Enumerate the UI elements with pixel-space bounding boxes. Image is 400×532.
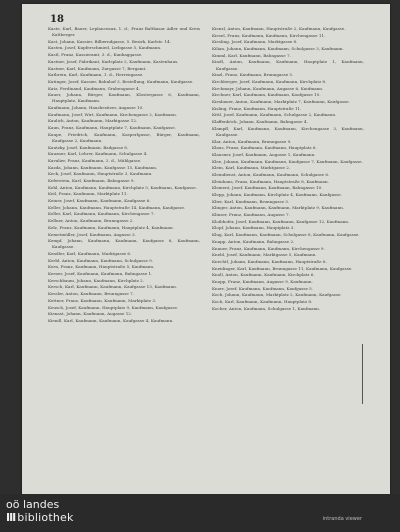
directory-entry: Kiesel, Franz, Kaufmann, Kaufmann, Kirchengasse 11. (212, 32, 326, 38)
directory-entry: Kleindienst, Anton, Kaufmann, Kaufmann, Schulgasse 6. (212, 171, 330, 177)
directory-entry: Klampfl, Karl, Kaufmann, Kaufmann, Kirchengasse 3, Kaufmann, Kaufgasse. (212, 125, 364, 137)
directory-entry: Kaste, Karl, Bauer, Leplanceaux, 1. d., Franz Balthasar Adler und Kreis Kaltberger. (48, 26, 200, 38)
left-text-column (48, 26, 200, 325)
directory-entry: Kasten, Josef, Kupferschmied, Liebgasse 5, Kaufmann. (48, 45, 162, 51)
directory-entry: Kerner, Josef, Kaufmann, Kaufmann, Bahngasse 1. (48, 271, 153, 277)
directory-entry: Kempf, Johann, Kaufmann, Kaufmann, Kaufgasse 8, Kaufmann, Kaufgasse. (48, 238, 200, 250)
directory-entry: Klug, Karl, Kaufmann, Kaufmann, Schulgasse 8, Kaufmann, Kaufgasse. (212, 232, 360, 238)
page-number: 18 (50, 14, 64, 25)
directory-entry: Kienast, Johann, Kaufmann, Augasse 12. (48, 311, 133, 317)
directory-entry: Kaulich, Anton, Kaufmann, Marktgasse 12. (48, 118, 138, 124)
directory-entry: Kloibhofer, Josef, Kaufmann, Kaufmann, Kaufgasse 12, Kaufmann. (212, 218, 350, 224)
directory-entry: Kerbl, Anton, Kaufmann, Kaufmann, Schulgasse 9. (48, 257, 154, 263)
directory-entry: Klaus, Franz, Kaufmann, Kaufmann, Hauptplatz 6. (212, 145, 317, 151)
directory-entry: Kocher, Anton, Kaufmann, Schulgasse 1, Kaufmann. (212, 305, 321, 311)
directory-entry: Kleinhans, Franz, Kaufmann, Hauptstraße 8, Kaufmann. (212, 178, 329, 184)
viewer-label: intranda viewer (322, 516, 362, 522)
directory-entry: Kazda, Johann, Kaufmann, Kaufgasse 15, Kaufmann. (48, 164, 158, 170)
directory-entry: Kendler, Karl, Kaufmann, Marktgasse 6. (48, 251, 132, 256)
directory-entry: Klausner, Josef, Kaufmann, Augasse 1, Kaufmann. (212, 151, 316, 157)
logo-bars-icon: III (6, 511, 16, 524)
directory-entry: Kaupe, Friedrich, Kaufmann, Kasperlgasse, Bürger, Kaufmann, Kaufgasse 2, Kaufmann. (48, 131, 200, 143)
document-page (22, 4, 390, 494)
directory-entry: Knopp, Franz, Kaufmann, Augasse 9, Kaufmann. (212, 278, 313, 284)
directory-entry: Klaffenböck, Johann, Kaufmann, Bahngasse 4. (212, 119, 308, 125)
directory-entry: Kemetmüller, Josef, Kaufmann, Augasse 3. (48, 231, 136, 237)
directory-entry: Klar, Anton, Kaufmann, Brunngasse 9. (212, 138, 292, 144)
logo-line-2 (6, 513, 74, 523)
right-text-column (212, 26, 364, 312)
directory-entry: Knoll, Anton, Kaufmann, Kaufmann, Kirchplatz 6. (212, 272, 315, 278)
directory-entry: Kaufmann, Josef, Wirt, Kaufmann, Kirchengasse 2, Kaufmann. (48, 111, 178, 117)
directory-entry: Kastner, Karl, Kaufmann, Zurgasse 7, Bergamt. (48, 65, 147, 71)
directory-entry: Kaun, Franz, Kaufmann, Hauptplatz 7, Kaufmann, Kaufgasse. (48, 125, 176, 131)
directory-entry: Kern, Franz, Kaufmann, Hauptstraße 5, Kaufmann. (48, 264, 155, 270)
directory-entry: Kittl, Josef, Kaufmann, Kaufmann, Schulgasse 2, Kaufmann. (212, 112, 337, 118)
directory-entry: Kauzner, Karl, Lehrer, Kaufmann, Schulgasse 4. (48, 151, 148, 157)
directory-entry: Kirchner, Karl, Kaufmann, Kaufmann, Kaufgasse 10. (212, 92, 321, 98)
directory-entry: Kathrein, Karl, Kaufmann, 1. d., Herrengasse. (48, 72, 144, 78)
directory-entry: Kellner, Anton, Kaufmann, Brunngasse 2. (48, 218, 134, 224)
directory-entry: Kettner, Franz, Kaufmann, Kaufmann, Marktplatz 3. (48, 297, 157, 303)
directory-entry: Klein, Karl, Kaufmann, Marktgasse 2. (212, 165, 291, 171)
directory-entry: Knauer, Franz, Kaufmann, Kaufmann, Kirchengasse 9. (212, 245, 325, 251)
directory-entry: Keil, Franz, Kaufmann, Marktplatz 11. (48, 191, 128, 197)
directory-entry: Knebl, Josef, Kaufmann, Marktgasse 5, Kaufmann. (212, 252, 317, 258)
directory-entry: Knorr, Josef, Kaufmann, Kaufmann, Kaufgasse 5. (212, 285, 314, 291)
directory-entry: Klee, Johann, Kaufmann, Kaufmann, Kaufgasse 7, Kaufmann, Kaufgasse. (212, 158, 363, 164)
directory-entry: Koch, Karl, Kaufmann, Kaufmann, Hauptplatz 8. (212, 299, 313, 304)
directory-entry: Kiesling, Josef, Kaufmann, Marktgasse 8. (212, 39, 298, 45)
directory-entry: Kirchmayr, Johann, Kaufmann, Augasse 6, Kaufmann. (212, 85, 324, 91)
directory-entry: Klinser, Franz, Kaufmann, Augasse 7. (212, 212, 290, 218)
directory-entry: Klinger, Anton, Kaufmann, Kaufmann, Marktplatz 9, Kaufmann. (212, 205, 345, 211)
directory-entry: Kelz, Franz, Kaufmann, Kaufmann, Hauptplatz 4, Kaufmann. (48, 224, 174, 230)
directory-entry: Kimml, Karl, Kaufmann, Bahngasse 7. (212, 52, 291, 58)
directory-entry: Kast, Johann, Kassier, Bilberndgasse, 5. Bezirk, Karlstr. 14. (48, 38, 171, 44)
logo-line-2-text: bibliothek (17, 511, 74, 524)
directory-entry: Kirchberger, Josef, Kaufmann, Kaufmann, Kirchplatz 8. (212, 78, 327, 84)
directory-entry: Katinger, Josef, Kassier, Bahnhof 3, Bestellung, Kaufmann, Kaufgasse. (48, 78, 194, 84)
directory-entry: Kessler, Anton, Kaufmann, Brunngasse 7. (48, 291, 134, 297)
directory-entry: Kavalier, Franz, Kaufmann, 2. d., Mühlgasse. (48, 157, 142, 163)
directory-entry: Kastner, Josef, Fabrikant, Karlsplatz 2, Kaufmann, Kastenhaus. (48, 58, 179, 64)
directory-entry: Kautzky, Josef, Kaufmann, Badgasse 8. (48, 144, 129, 150)
directory-entry: Knechtl, Johann, Kaufmann, Kaufmann, Hauptstraße 6. (212, 258, 327, 264)
margin-mark (362, 344, 363, 404)
directory-entry: Kindl, Anton, Kaufmann, Kaufmann, Hauptplatz 1, Kaufmann, Kaufgasse. (212, 59, 364, 71)
directory-entry: Kehl, Anton, Kaufmann, Kaufmann, Kirchplatz 5, Kaufmann, Kaufgasse. (48, 184, 197, 190)
directory-entry: Kiendl, Karl, Kaufmann, Kaufmann, Kaufgasse 4, Kaufmann. (48, 317, 174, 323)
library-logo[interactable] (6, 500, 74, 523)
directory-entry: Kastl, Franz, Kassieramt, 3. d., Kunhaggasse. (48, 52, 143, 58)
logo-line-1: oö landes (6, 498, 60, 511)
directory-entry: Klier, Karl, Kaufmann, Brunngasse 3. (212, 198, 290, 204)
directory-entry: Koch, Johann, Kaufmann, Marktplatz 2, Kaufmann, Kaufgasse. (212, 292, 342, 298)
directory-entry: Knapp, Anton, Kaufmann, Bahngasse 2. (212, 238, 295, 244)
directory-entry: Kirnbauer, Anton, Kaufmann, Marktplatz 7, Kaufmann, Kaufgasse. (212, 98, 350, 104)
directory-entry: Kilian, Johann, Kaufmann, Kaufmann, Schulgasse 3, Kaufmann. (212, 46, 344, 52)
directory-entry: Kisling, Franz, Kaufmann, Hauptstraße 11. (212, 105, 302, 111)
directory-entry: Kerschbaum, Johann, Kaufmann, Kirchplatz 2. (48, 277, 145, 283)
directory-entry: Klopf, Johann, Kaufmann, Hauptplatz 3. (212, 225, 295, 231)
directory-entry: Kienzl, Anton, Kaufmann, Hauptstraße 2, Kaufmann, Kaufgasse. (212, 26, 346, 31)
directory-entry: Keusch, Josef, Kaufmann, Hauptplatz 9, Kaufmann, Kaufgasse. (48, 304, 179, 310)
directory-entry: Keiner, Josef, Kaufmann, Kaufmann, Kaufgasse 6. (48, 198, 151, 204)
directory-entry: Keller, Johann, Kaufmann, Hauptstraße 14, Kaufmann, Kaufgasse. (48, 204, 186, 210)
directory-entry: Keller, Karl, Kaufmann, Kaufmann, Kirchengasse 7. (48, 211, 155, 217)
directory-entry: Keck, Josef, Kaufmann, Hauptstraße 3, Kaufmann. (48, 171, 153, 177)
directory-entry: Kauer, Johann, Bürger, Kaufmann, Klostergasse 6, Kaufmann, Hauptplatz, Kaufmann. (48, 92, 200, 104)
directory-entry: Kaufmann, Johann, Hausbesitzer, Augasse 10. (48, 105, 144, 111)
directory-entry: Kersch, Karl, Kaufmann, Kaufmann, Kaufgasse 13, Kaufmann. (48, 284, 178, 290)
directory-entry: Klepp, Johann, Kaufmann, Kirchplatz 4, Kaufmann, Kaufgasse. (212, 192, 342, 197)
directory-entry: Keferstein, Karl, Kaufmann, Bahngasse 9. (48, 178, 135, 184)
directory-entry: Klement, Josef, Kaufmann, Kaufmann, Bahngasse 10. (212, 185, 323, 191)
directory-entry: Katz, Ferdinand, Kaufmann, Grabengasse 4. (48, 85, 140, 91)
directory-entry: Kneidinger, Karl, Kaufmann, Brunngasse 11, Kaufmann, Kaufgasse. (212, 265, 353, 271)
directory-entry: Kinzl, Franz, Kaufmann, Brunngasse 5. (212, 72, 294, 78)
